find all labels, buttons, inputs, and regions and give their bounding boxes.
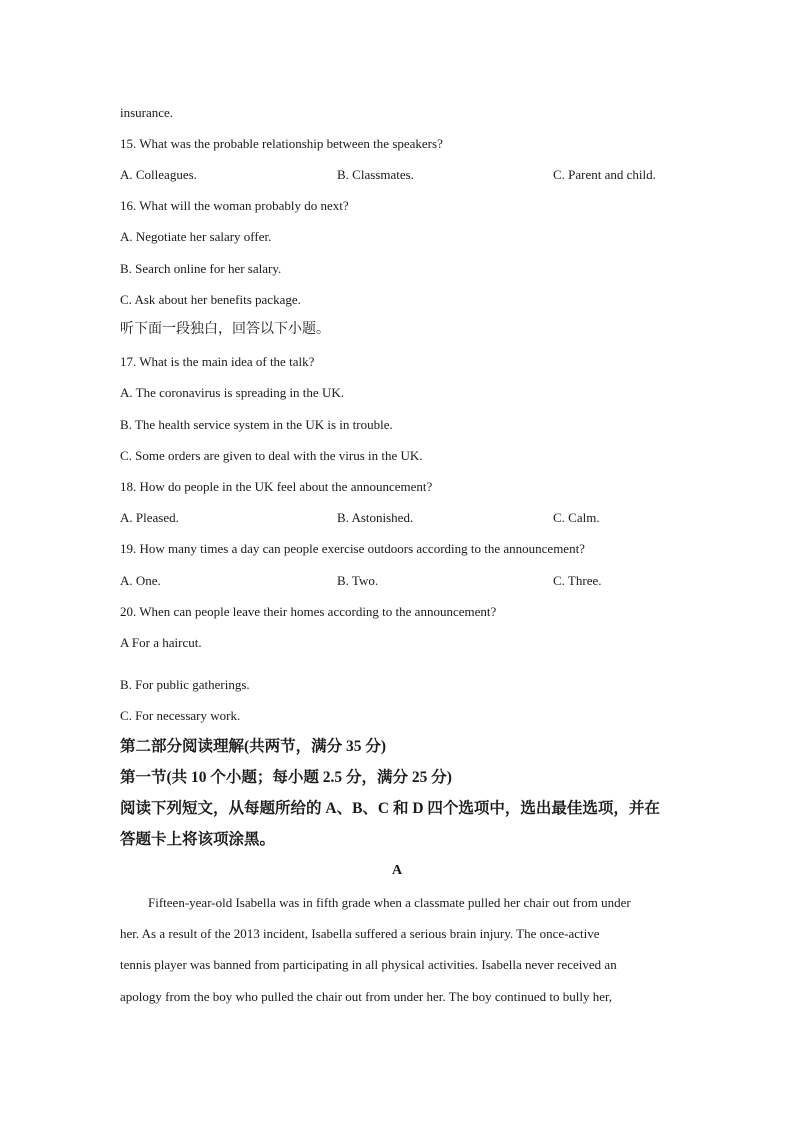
q19-option-c: C. Three. xyxy=(553,573,602,588)
q19-option-a: A. One. xyxy=(120,573,161,588)
passage-line: apology from the boy who pulled the chair out from under her. The boy continued to bully her, xyxy=(120,989,613,1004)
question-16: 16. What will the woman probably do next? xyxy=(120,198,349,213)
text-line: insurance. xyxy=(120,105,174,120)
q20-option-a: A For a haircut. xyxy=(120,635,202,650)
subsection-heading: 第一节(共 10 个小题；每小题 2.5 分，满分 25 分) xyxy=(120,769,452,786)
directions-line-2: 答题卡上将该项涂黑。 xyxy=(120,831,276,848)
q17-option-c: C. Some orders are given to deal with the virus in the UK. xyxy=(120,448,423,463)
q18-option-c: C. Calm. xyxy=(553,510,600,525)
directions-line-1: 阅读下列短文，从每题所给的 A、B、C 和 D 四个选项中，选出最佳选项，并在 xyxy=(120,800,660,817)
listening-instruction: 听下面一段独白，回答以下小题。 xyxy=(120,322,330,337)
passage-line: Fifteen-year-old Isabella was in fifth grade when a classmate pulled her chair out from under xyxy=(148,895,631,910)
q17-option-a: A. The coronavirus is spreading in the UK. xyxy=(120,385,344,400)
q15-option-b: B. Classmates. xyxy=(337,167,414,182)
q18-option-b: B. Astonished. xyxy=(337,510,414,525)
question-17: 17. What is the main idea of the talk? xyxy=(120,354,315,369)
q15-option-a: A. Colleagues. xyxy=(120,167,197,182)
passage-line: her. As a result of the 2013 incident, Isabella suffered a serious brain injury. The once-active xyxy=(120,926,600,941)
q16-option-c: C. Ask about her benefits package. xyxy=(120,292,301,307)
q20-option-c: C. For necessary work. xyxy=(120,708,241,723)
question-19: 19. How many times a day can people exercise outdoors according to the announcement? xyxy=(120,541,585,556)
q16-option-b: B. Search online for her salary. xyxy=(120,261,282,276)
q20-option-b: B. For public gatherings. xyxy=(120,677,250,692)
q18-option-a: A. Pleased. xyxy=(120,510,179,525)
q17-option-b: B. The health service system in the UK is in trouble. xyxy=(120,417,393,432)
question-20: 20. When can people leave their homes according to the announcement? xyxy=(120,604,497,619)
section-heading: 第二部分阅读理解(共两节，满分 35 分) xyxy=(120,738,387,755)
q15-option-c: C. Parent and child. xyxy=(553,167,656,182)
passage-line: tennis player was banned from participating in all physical activities. Isabella never received an xyxy=(120,957,617,972)
passage-label: A xyxy=(391,863,403,878)
question-18: 18. How do people in the UK feel about the announcement? xyxy=(120,479,433,494)
q19-option-b: B. Two. xyxy=(337,573,379,588)
q16-option-a: A. Negotiate her salary offer. xyxy=(120,229,272,244)
question-15: 15. What was the probable relationship between the speakers? xyxy=(120,136,443,151)
